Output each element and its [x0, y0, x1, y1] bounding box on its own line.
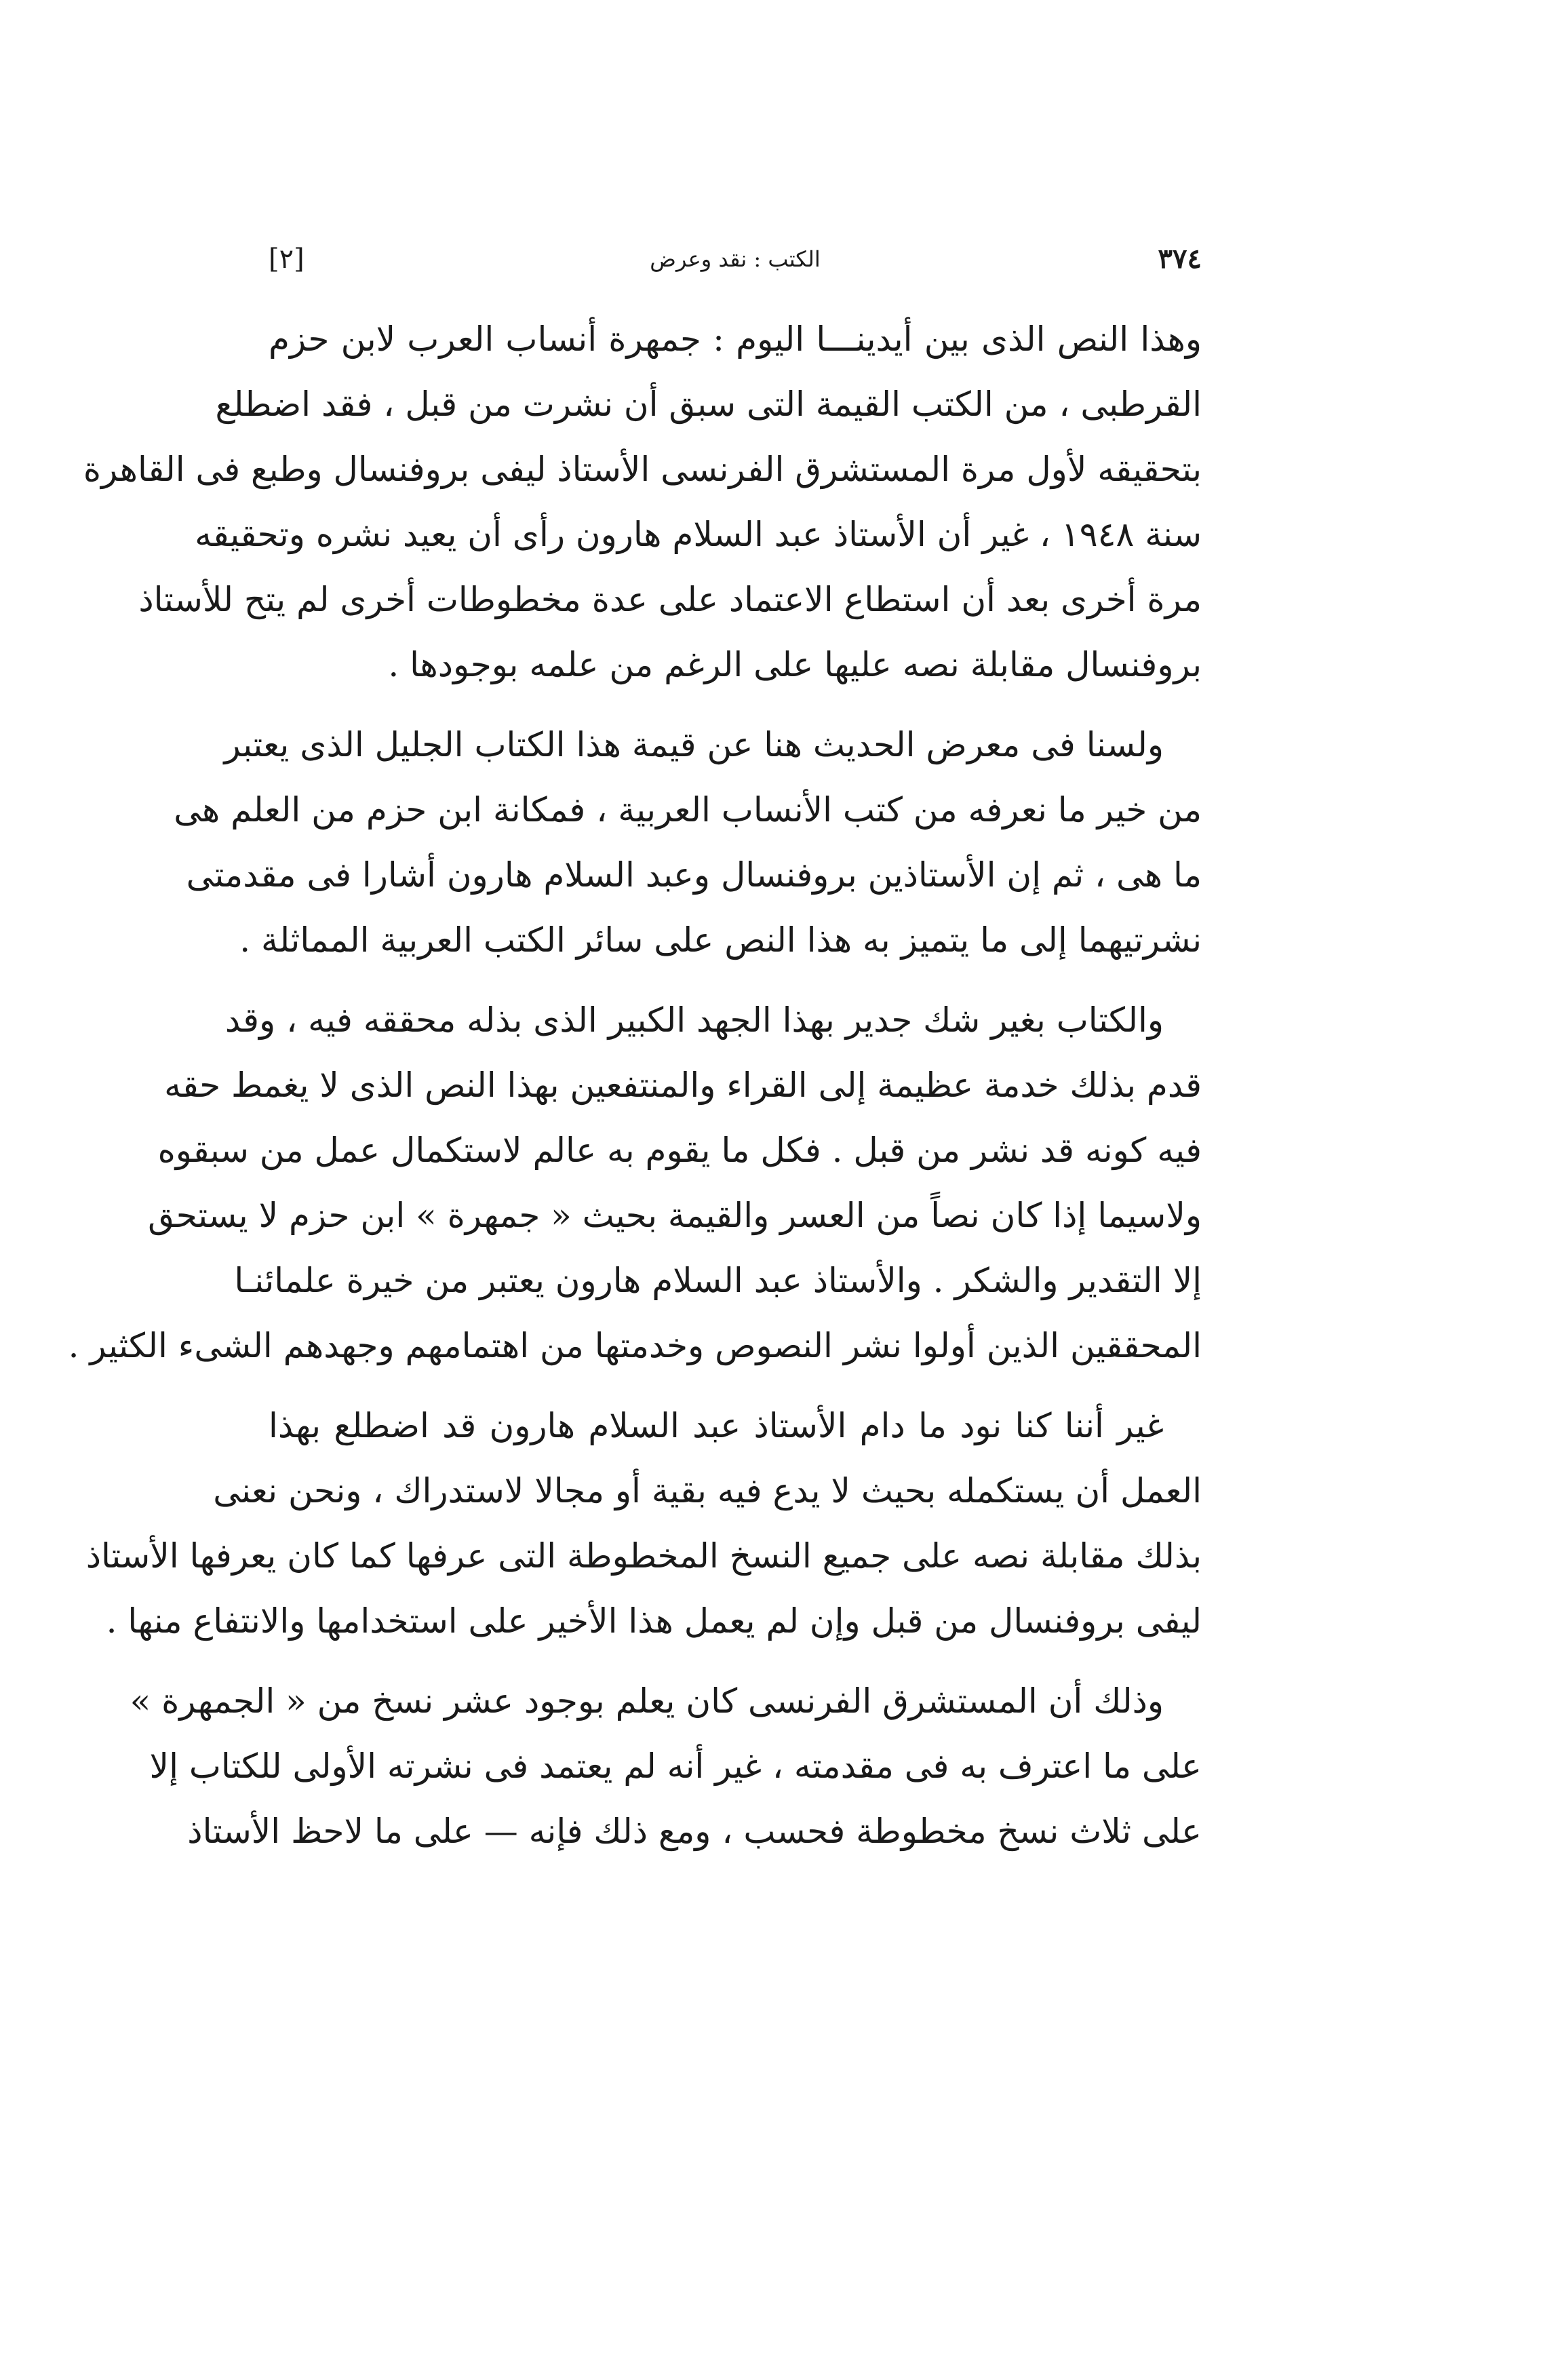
text-line: غير أننا كنا نود ما دام الأستاذ عبد السلام هارون قد اضطلع بهذا [269, 1406, 1164, 1445]
text-line: نشرتيهما إلى ما يتميز به هذا النص على سائر الكتب العربية المماثلة . [239, 920, 1202, 960]
text-line: إلا التقدير والشكر . والأستاذ عبد السلام هارون يعتبر من خيرة علمائنـا [234, 1261, 1202, 1300]
text-line: المحققين الذين أولوا نشر النصوص وخدمتها من اهتمامهم وجهدهم الشىء الكثير . [68, 1326, 1202, 1365]
paragraph-2 [174, 712, 1202, 973]
text-line: العمل أن يستكمله بحيث لا يدع فيه بقية أو مجالا لاستدراك ، ونحن نعنى [213, 1471, 1202, 1510]
text-line: مرة أخرى بعد أن استطاع الاعتماد على عدة مخطوطات أخرى لم يتح للأستاذ [138, 580, 1202, 619]
text-line: بروفنسال مقابلة نصه عليها على الرغم من علمه بوجودها . [388, 645, 1202, 684]
paragraph-5 [130, 1669, 1202, 1864]
text-line: القرطبى ، من الكتب القيمة التى سبق أن نشرت من قبل ، فقد اضطلع [215, 385, 1202, 424]
text-line: بتحقيقه لأول مرة المستشرق الفرنسى الأستاذ ليفى بروفنسال وطبع فى القاهرة [83, 450, 1202, 489]
text-line: ما هى ، ثم إن الأستاذين بروفنسال وعبد السلام هارون أشارا فى مقدمتى [186, 855, 1202, 895]
text-line: سنة ١٩٤٨ ، غير أن الأستاذ عبد السلام هارون رأى أن يعيد نشره وتحقيقه [195, 515, 1202, 554]
page-number: ٣٧٤ [1158, 243, 1202, 275]
running-head [269, 239, 1202, 279]
text-line: ولسنا فى معرض الحديث هنا عن قيمة هذا الكتاب الجليل الذى يعتبر [224, 725, 1164, 764]
text-line: ليفى بروفنسال من قبل وإن لم يعمل هذا الأخير على استخدامها والانتفاع منها . [106, 1601, 1202, 1641]
text-line: وذلك أن المستشرق الفرنسى كان يعلم بوجود عشر نسخ من « الجمهرة » [130, 1681, 1164, 1721]
text-line: قدم بذلك خدمة عظيمة إلى القراء والمنتفعين بهذا النص الذى لا يغمط حقه [164, 1066, 1202, 1105]
text-line: من خير ما نعرفه من كتب الأنساب العربية ، فمكانة ابن حزم من العلم هى [174, 790, 1202, 830]
text-line: فيه كونه قد نشر من قبل . فكل ما يقوم به عالم لاستكمال عمل من سبقوه [157, 1131, 1202, 1170]
text-line: وهذا النص الذى بين أيدينـــا اليوم : جمهرة أنساب العرب لابن حزم [269, 319, 1202, 359]
text-line: بذلك مقابلة نصه على جميع النسخ المخطوطة التى عرفها كما كان يعرفها الأستاذ [85, 1536, 1202, 1576]
paragraph-3 [68, 988, 1202, 1378]
body-text [68, 307, 1202, 1879]
text-line: على ثلاث نسخ مخطوطة فحسب ، ومع ذلك فإنه — على ما لاحظ الأستاذ [187, 1812, 1202, 1851]
paragraph-1 [83, 307, 1202, 697]
text-line: ولاسيما إذا كان نصاً من العسر والقيمة بحيث « جمهرة » ابن حزم لا يستحق [148, 1196, 1202, 1235]
text-line: على ما اعترف به فى مقدمته ، غير أنه لم يعتمد فى نشرته الأولى للكتاب إلا [149, 1747, 1202, 1786]
running-title: الكتب : نقد وعرض [650, 246, 821, 272]
paragraph-4 [85, 1393, 1202, 1654]
part-marker: [٢] [269, 243, 304, 275]
text-line: والكتاب بغير شك جدير بهذا الجهد الكبير الذى بذله محققه فيه ، وقد [224, 1000, 1164, 1040]
